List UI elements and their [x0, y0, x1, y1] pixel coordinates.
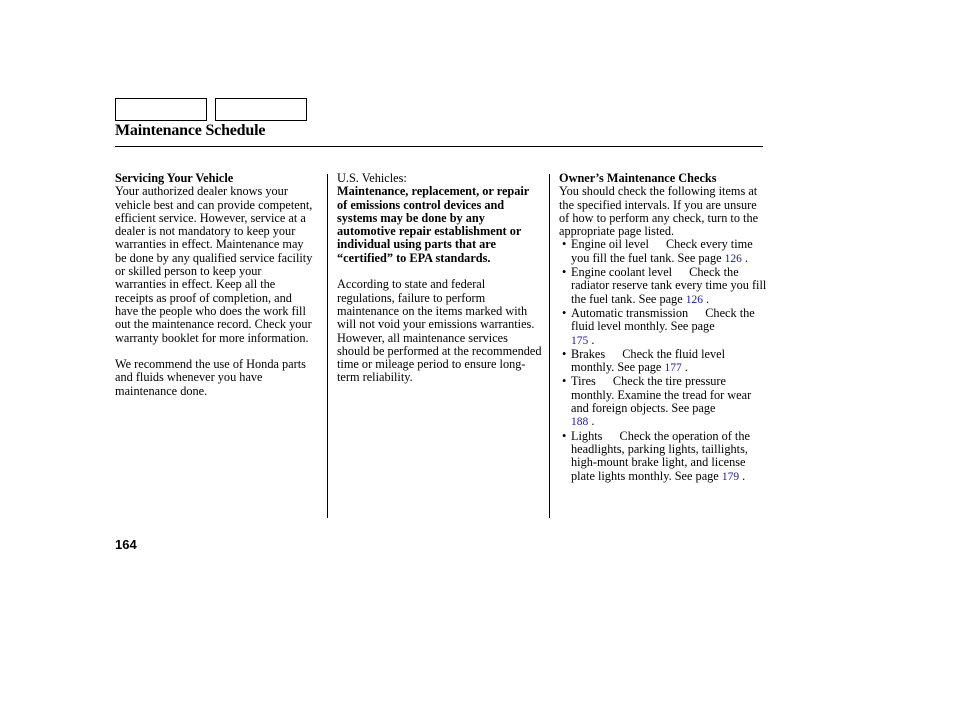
regulations-paragraph [337, 278, 542, 384]
column-divider [327, 174, 328, 518]
us-vehicles-label: U.S. Vehicles: [337, 171, 407, 185]
recommendation-paragraph: We recommend the use of Honda parts and fluids whenever you have maintenance done. [115, 357, 306, 398]
page-link[interactable]: 175 [571, 334, 589, 347]
owner-checks-list [559, 238, 769, 483]
check-item-name: Automatic transmission [571, 305, 689, 320]
check-item-text: Check every time you fill the fuel tank. See page [571, 237, 753, 265]
check-item-text: Check the fluid level monthly. See page [571, 346, 726, 375]
list-item: • Engine coolant level Check the radiator reserve tank every time you fill the fuel tank. See page 126 . [562, 265, 767, 306]
check-item-name: Tires [571, 374, 596, 389]
check-item-name: Engine oil level [571, 237, 649, 252]
column-divider [549, 174, 550, 518]
check-item-name: Brakes [571, 346, 606, 361]
page-number: 164 [115, 537, 137, 552]
list-item: • Brakes Check the fluid level monthly. See page 177 . [562, 346, 726, 375]
column-owner-checks [559, 172, 769, 484]
page-link[interactable]: 177 [664, 362, 682, 375]
nav-button-index[interactable] [215, 98, 307, 121]
column-us-vehicles [337, 172, 542, 385]
check-item-name: Lights [571, 428, 603, 443]
page-link[interactable]: 126 [685, 293, 703, 306]
check-item-text: Check the radiator reserve tank every time you fill the fuel tank. See page [571, 265, 767, 306]
list-item: • Tires Check the tire pressure monthly. Examine the tread for wear and foreign objects. See page 188 . [562, 374, 752, 429]
owner-checks-heading: Owner’s Maintenance Checks [559, 171, 717, 185]
list-item: • Engine oil level Check every time you fill the fuel tank. See page 126 . [562, 237, 753, 265]
page-title: Maintenance Schedule [115, 122, 266, 139]
servicing-paragraph: Your authorized dealer knows your vehicle best and can provide competent, efficient service. However, service at a dealer is not mandatory to keep your warranties in effect. Maintenance may be done by any qualified service facility or skilled person to keep your warranties in effect. Keep all the receipts as proof of completion, and have the people who does the work fill out the maintenance record. Check your warranty booklet for more information. [115, 184, 313, 345]
servicing-heading: Servicing Your Vehicle [115, 171, 234, 185]
owner-checks-intro: You should check the following items at the specified intervals. If you are unsure of how to perform any check, turn to the appropriate page listed. [559, 184, 759, 239]
regulations-text-start: According to state and federal regulations, failure to perform maintenance on the items marked with [337, 277, 528, 318]
regulations-text-end: will not void your emissions warranties. However, all maintenance services should be performed at the recommended time or mileage period to ensure long-term reliability. [337, 317, 542, 385]
title-divider [115, 146, 763, 147]
page-link[interactable]: 179 [721, 470, 740, 483]
column-servicing [115, 172, 315, 398]
emissions-notice: Maintenance, replacement, or repair of emissions control devices and systems may be done by any automotive repair establishment or individual using parts that are “certified” to EPA standards. [337, 184, 530, 265]
check-item-text: Check the operation of the headlights, parking lights, taillights, high-mount brake light, and license plate lights monthly. See page [571, 428, 750, 483]
list-item: • Automatic transmission Check the fluid level monthly. See page 175 . [562, 305, 755, 347]
check-item-text: Check the tire pressure monthly. Examine the tread for wear and foreign objects. See page [571, 374, 752, 416]
page-link[interactable]: 126 [724, 252, 742, 265]
check-item-name: Engine coolant level [571, 265, 673, 280]
page-link[interactable]: 188 [571, 416, 589, 429]
list-item: • Lights Check the operation of the headlights, parking lights, taillights, high-mount brake light, and license plate lights monthly. See page 179 . [562, 428, 750, 483]
nav-button-main-menu[interactable] [115, 98, 207, 121]
check-item-text: Check the fluid level monthly. See page [571, 305, 755, 334]
